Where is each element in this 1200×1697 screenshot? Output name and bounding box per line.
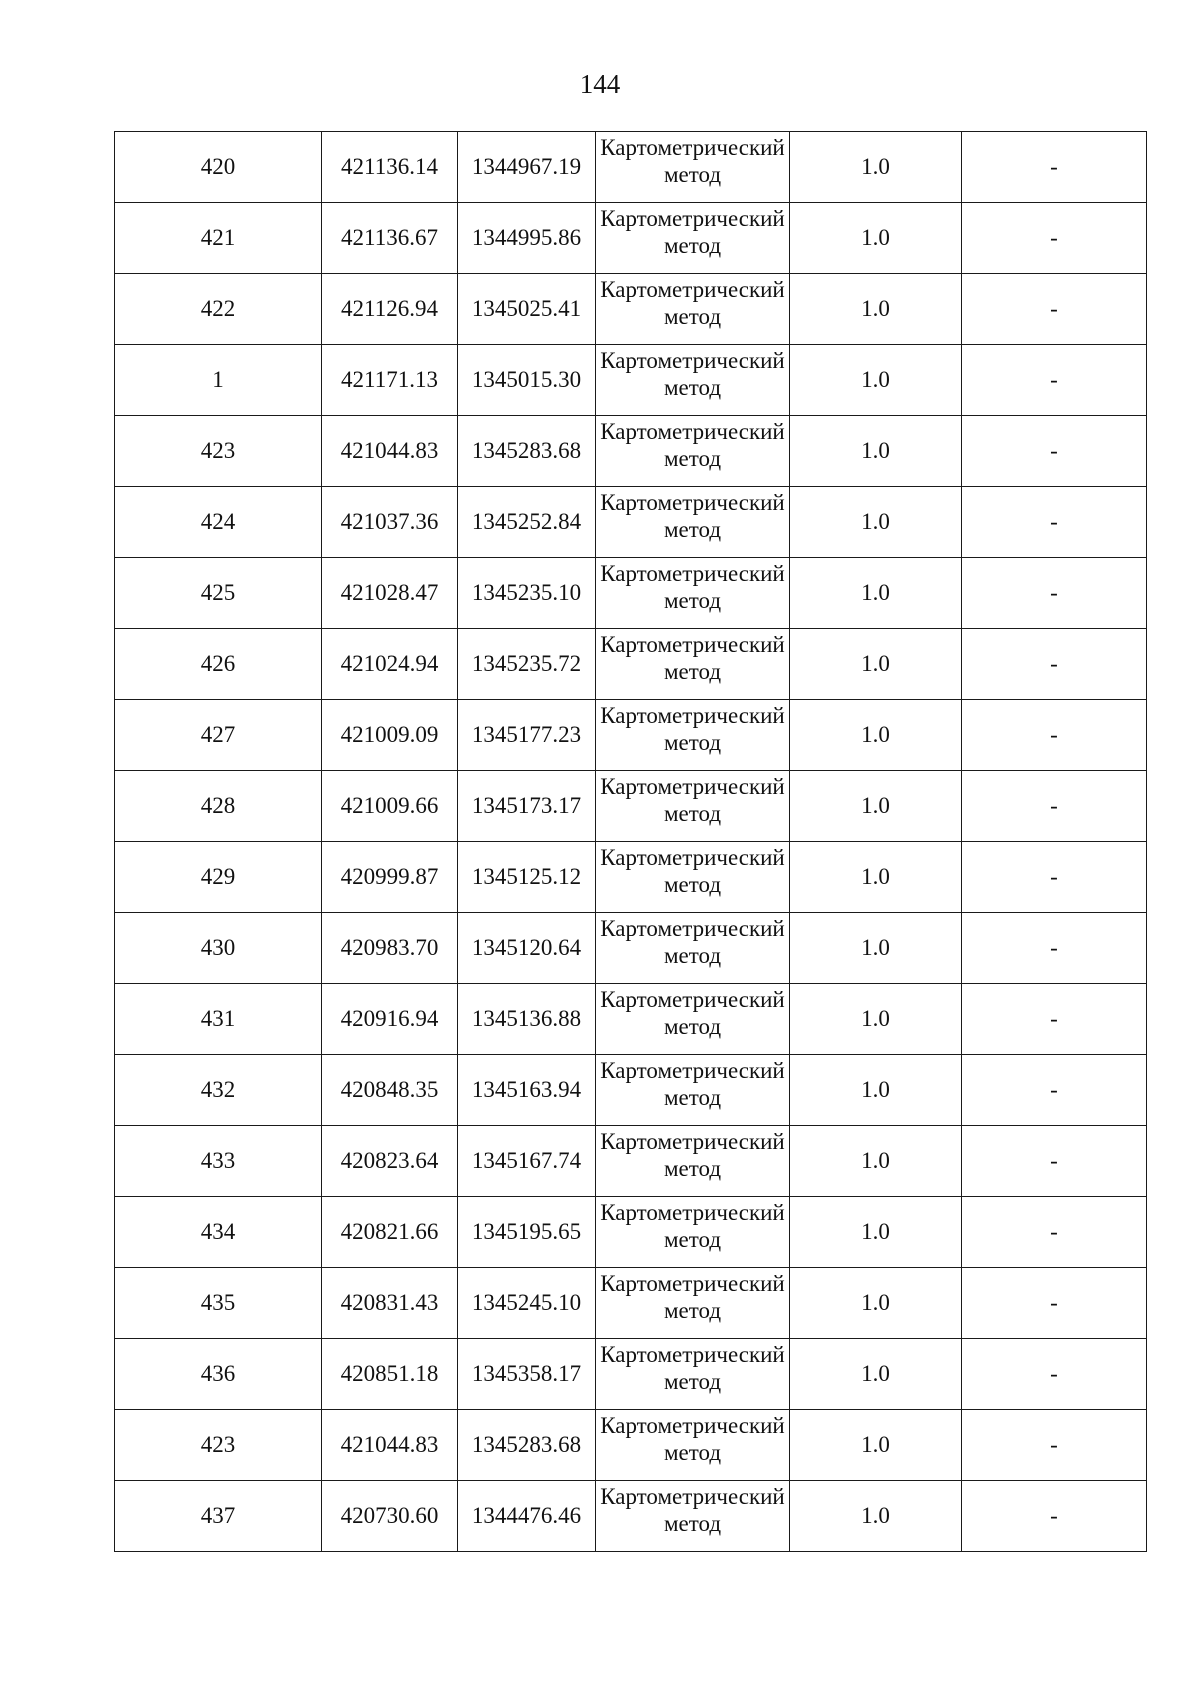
x-coordinate-cell: 420999.87 [322,842,458,913]
method-cell [596,984,790,1055]
x-coordinate-cell: 420848.35 [322,1055,458,1126]
accuracy-cell: 1.0 [790,487,962,558]
x-coordinate-cell: 420983.70 [322,913,458,984]
method-text: Картометрический [600,419,785,444]
accuracy-cell: 1.0 [790,984,962,1055]
coordinates-table [114,131,1147,1552]
table-row [115,771,1147,842]
x-coordinate-cell: 420916.94 [322,984,458,1055]
table-row [115,1410,1147,1481]
point-number-cell: 430 [115,913,322,984]
method-text: метод [663,659,722,684]
note-cell: - [962,132,1147,203]
table-row [115,487,1147,558]
point-number-cell: 433 [115,1126,322,1197]
accuracy-cell: 1.0 [790,700,962,771]
method-cell [596,1481,790,1552]
method-text: метод [663,588,722,613]
point-number-cell: 436 [115,1339,322,1410]
method-text: Картометрический [600,774,785,799]
y-coordinate-cell: 1345120.64 [458,913,596,984]
method-text: метод [663,517,722,542]
y-coordinate-cell: 1344967.19 [458,132,596,203]
method-text: Картометрический [600,135,785,160]
method-cell [596,1055,790,1126]
method-cell [596,1197,790,1268]
point-number-cell: 426 [115,629,322,700]
method-cell [596,629,790,700]
y-coordinate-cell: 1345235.72 [458,629,596,700]
table-row [115,1339,1147,1410]
table-row [115,558,1147,629]
point-number-cell: 435 [115,1268,322,1339]
method-text: метод [663,162,722,187]
method-text: Картометрический [600,1129,785,1154]
note-cell: - [962,203,1147,274]
note-cell: - [962,487,1147,558]
method-cell [596,345,790,416]
accuracy-cell: 1.0 [790,1268,962,1339]
y-coordinate-cell: 1345177.23 [458,700,596,771]
point-number-cell: 428 [115,771,322,842]
method-text: Картометрический [600,845,785,870]
method-cell [596,913,790,984]
method-text: метод [663,1085,722,1110]
point-number-cell: 420 [115,132,322,203]
method-cell [596,274,790,345]
point-number-cell: 432 [115,1055,322,1126]
point-number-cell: 421 [115,203,322,274]
accuracy-cell: 1.0 [790,558,962,629]
y-coordinate-cell: 1345245.10 [458,1268,596,1339]
method-text: метод [663,1369,722,1394]
x-coordinate-cell: 420730.60 [322,1481,458,1552]
y-coordinate-cell: 1345252.84 [458,487,596,558]
accuracy-cell: 1.0 [790,203,962,274]
note-cell: - [962,1481,1147,1552]
point-number-cell: 422 [115,274,322,345]
y-coordinate-cell: 1345125.12 [458,842,596,913]
y-coordinate-cell: 1344476.46 [458,1481,596,1552]
x-coordinate-cell: 421044.83 [322,1410,458,1481]
x-coordinate-cell: 421136.14 [322,132,458,203]
x-coordinate-cell: 421009.09 [322,700,458,771]
note-cell: - [962,1410,1147,1481]
method-cell [596,416,790,487]
coordinates-table-body [115,132,1147,1552]
table-row [115,1055,1147,1126]
accuracy-cell: 1.0 [790,913,962,984]
method-text: метод [663,1511,722,1536]
method-cell [596,132,790,203]
table-row [115,984,1147,1055]
method-cell [596,1410,790,1481]
note-cell: - [962,558,1147,629]
accuracy-cell: 1.0 [790,1410,962,1481]
note-cell: - [962,842,1147,913]
method-text: метод [663,233,722,258]
y-coordinate-cell: 1345195.65 [458,1197,596,1268]
table-row [115,1197,1147,1268]
accuracy-cell: 1.0 [790,1055,962,1126]
accuracy-cell: 1.0 [790,1126,962,1197]
method-cell [596,1339,790,1410]
method-text: метод [663,872,722,897]
x-coordinate-cell: 421037.36 [322,487,458,558]
accuracy-cell: 1.0 [790,345,962,416]
point-number-cell: 427 [115,700,322,771]
accuracy-cell: 1.0 [790,842,962,913]
point-number-cell: 423 [115,1410,322,1481]
method-text: Картометрический [600,561,785,586]
accuracy-cell: 1.0 [790,132,962,203]
method-text: метод [663,1298,722,1323]
note-cell: - [962,416,1147,487]
page-number: 144 [579,69,621,99]
table-row [115,1126,1147,1197]
note-cell: - [962,345,1147,416]
table-row [115,345,1147,416]
method-cell [596,700,790,771]
method-text: метод [663,1227,722,1252]
method-text: метод [663,1014,722,1039]
point-number-cell: 423 [115,416,322,487]
method-text: Картометрический [600,1342,785,1367]
method-text: Картометрический [600,1484,785,1509]
note-cell: - [962,1126,1147,1197]
table-row [115,842,1147,913]
table-row [115,1268,1147,1339]
y-coordinate-cell: 1345283.68 [458,416,596,487]
method-cell [596,558,790,629]
y-coordinate-cell: 1345173.17 [458,771,596,842]
method-cell [596,842,790,913]
y-coordinate-cell: 1345163.94 [458,1055,596,1126]
method-text: метод [663,730,722,755]
x-coordinate-cell: 420823.64 [322,1126,458,1197]
x-coordinate-cell: 421044.83 [322,416,458,487]
method-text: метод [663,1440,722,1465]
y-coordinate-cell: 1345283.68 [458,1410,596,1481]
point-number-cell: 424 [115,487,322,558]
method-cell [596,203,790,274]
method-text: Картометрический [600,348,785,373]
x-coordinate-cell: 420831.43 [322,1268,458,1339]
method-text: метод [663,801,722,826]
point-number-cell: 434 [115,1197,322,1268]
table-row [115,1481,1147,1552]
method-text: метод [663,304,722,329]
y-coordinate-cell: 1345167.74 [458,1126,596,1197]
note-cell: - [962,913,1147,984]
method-text: Картометрический [600,1413,785,1438]
table-row [115,274,1147,345]
method-text: Картометрический [600,490,785,515]
method-cell [596,771,790,842]
table-row [115,629,1147,700]
method-text: Картометрический [600,703,785,728]
accuracy-cell: 1.0 [790,771,962,842]
method-text: Картометрический [600,987,785,1012]
y-coordinate-cell: 1344995.86 [458,203,596,274]
note-cell: - [962,771,1147,842]
x-coordinate-cell: 420851.18 [322,1339,458,1410]
method-cell [596,1268,790,1339]
table-row [115,700,1147,771]
x-coordinate-cell: 421126.94 [322,274,458,345]
note-cell: - [962,1055,1147,1126]
table-row [115,132,1147,203]
y-coordinate-cell: 1345235.10 [458,558,596,629]
y-coordinate-cell: 1345358.17 [458,1339,596,1410]
x-coordinate-cell: 421171.13 [322,345,458,416]
note-cell: - [962,1339,1147,1410]
method-text: метод [663,1156,722,1181]
method-text: метод [663,375,722,400]
method-text: Картометрический [600,1058,785,1083]
note-cell: - [962,700,1147,771]
method-text: Картометрический [600,206,785,231]
method-text: Картометрический [600,1271,785,1296]
note-cell: - [962,1197,1147,1268]
method-cell [596,487,790,558]
x-coordinate-cell: 421009.66 [322,771,458,842]
y-coordinate-cell: 1345136.88 [458,984,596,1055]
note-cell: - [962,984,1147,1055]
method-text: метод [663,943,722,968]
point-number-cell: 437 [115,1481,322,1552]
table-row [115,416,1147,487]
method-text: Картометрический [600,632,785,657]
accuracy-cell: 1.0 [790,1197,962,1268]
y-coordinate-cell: 1345015.30 [458,345,596,416]
accuracy-cell: 1.0 [790,1481,962,1552]
point-number-cell: 429 [115,842,322,913]
x-coordinate-cell: 421136.67 [322,203,458,274]
accuracy-cell: 1.0 [790,629,962,700]
x-coordinate-cell: 421024.94 [322,629,458,700]
point-number-cell: 1 [115,345,322,416]
method-text: Картометрический [600,1200,785,1225]
method-text: Картометрический [600,916,785,941]
note-cell: - [962,274,1147,345]
accuracy-cell: 1.0 [790,416,962,487]
x-coordinate-cell: 421028.47 [322,558,458,629]
note-cell: - [962,629,1147,700]
table-row [115,913,1147,984]
method-text: Картометрический [600,277,785,302]
method-text: метод [663,446,722,471]
accuracy-cell: 1.0 [790,1339,962,1410]
point-number-cell: 425 [115,558,322,629]
y-coordinate-cell: 1345025.41 [458,274,596,345]
method-cell [596,1126,790,1197]
point-number-cell: 431 [115,984,322,1055]
x-coordinate-cell: 420821.66 [322,1197,458,1268]
accuracy-cell: 1.0 [790,274,962,345]
note-cell: - [962,1268,1147,1339]
table-row [115,203,1147,274]
